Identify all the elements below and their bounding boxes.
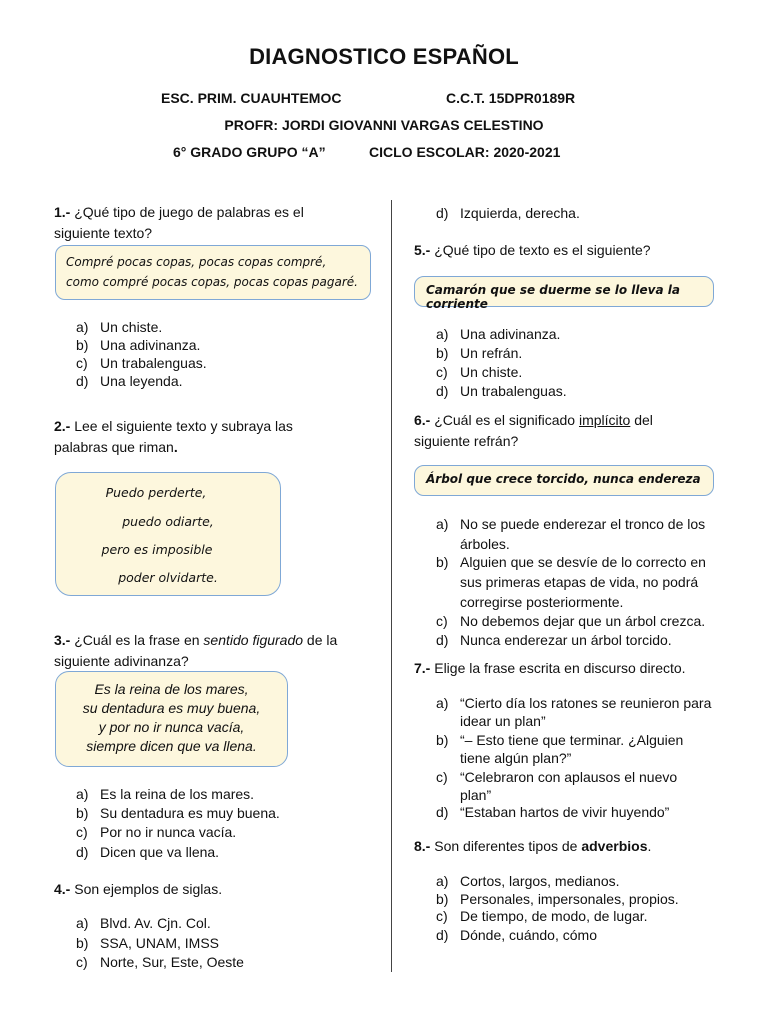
school-cct: C.C.T. 15DPR0189R [446,90,576,106]
grade-group: 6° GRADO GRUPO “A” [173,144,326,160]
box-line: como compré pocas copas, pocas copas pagaré. [66,275,358,289]
answer-option[interactable]: c) “Celebraron con aplausos el nuevo plan” [436,769,678,803]
column-divider [391,200,392,972]
answer-option[interactable]: d) Dónde, cuándo, cómo [436,927,597,943]
answer-option[interactable]: b) Personales, impersonales, propios. [436,891,679,907]
question-text-line2: palabras que riman [54,439,174,455]
answer-option[interactable]: a) Es la reina de los mares. [76,786,255,802]
question-text: Son ejemplos de siglas. [70,881,223,897]
question-text: Elige la frase escrita en discurso directo. [430,660,686,676]
answer-option[interactable]: c) De tiempo, de modo, de lugar. [436,908,648,924]
question-number: 2.- [54,418,71,434]
school-cycle: CICLO ESCOLAR: 2020-2021 [369,144,561,160]
saying-text: Camarón que se duerme se lo lleva la corriente [426,283,680,311]
answer-option[interactable]: d) Nunca enderezar un árbol torcido. [436,632,672,648]
answer-option[interactable]: b) Alguien que se desvíe de lo correcto en sus primeras etapas de vida, no podrá corregirse posteriormente. [436,554,706,610]
answer-option[interactable]: b) Una adivinanza. [76,337,201,353]
question-number: 3.- [54,632,71,648]
question-text: Lee el siguiente texto y subraya las [70,418,293,434]
question-2: 2.- Lee el siguiente texto y subraya las palabras que riman. [54,418,293,455]
answer-option[interactable]: b) SSA, UNAM, IMSS [76,935,220,951]
question-number: 7.- [414,660,431,676]
riddle-line: su dentadura es muy buena, [82,700,261,716]
question-number: 8.- [414,838,431,854]
answer-option[interactable]: b) “– Esto tiene que terminar. ¿Alguien tiene algún plan?” [436,732,684,766]
question-8: 8.- Son diferentes tipos de adverbios. [414,838,652,854]
saying-text: Árbol que crece torcido, nunca endereza [426,472,701,486]
box-line: Compré pocas copas, pocas copas compré, [66,255,327,269]
question-text: ¿Qué tipo de juego de palabras es el [70,204,304,220]
question-6: 6.- ¿Cuál es el significado implícito del siguiente refrán? [414,412,653,449]
tongue-twister-box [55,245,371,300]
answer-option[interactable]: d) Una leyenda. [76,373,183,389]
question-text-line2: siguiente adivinanza? [54,653,189,669]
answer-option[interactable]: a) Blvd. Av. Cjn. Col. [76,915,211,931]
question-number: 4.- [54,881,71,897]
question-1 [54,202,384,244]
answer-option[interactable]: c) Un trabalenguas. [76,355,207,371]
saying-box [414,276,714,311]
answer-option[interactable]: b) Su dentadura es muy buena. [76,805,280,821]
answer-option[interactable]: a) Una adivinanza. [436,326,561,342]
question-text-line2: siguiente texto? [54,225,153,241]
answer-option[interactable]: a) Un chiste. [76,319,163,335]
poem-line: pero es imposible [101,542,213,557]
saying-box [414,465,714,496]
answer-option[interactable]: c) Por no ir nunca vacía. [76,824,237,840]
teacher-name: PROFR: JORDI GIOVANNI VARGAS CELESTINO [224,117,544,133]
answer-option[interactable]: c) Norte, Sur, Este, Oeste [76,954,244,970]
question-4 [54,879,384,900]
poem-line: poder olvidarte. [118,570,218,585]
riddle-line: siempre dicen que va llena. [86,738,257,754]
question-number: 6.- [414,412,431,428]
answer-option[interactable]: a) No se puede enderezar el tronco de los árboles. [436,516,706,552]
answer-option[interactable]: d) Izquierda, derecha. [436,205,580,221]
poem-box [55,472,281,596]
riddle-box [55,671,288,767]
question-number: 1.- [54,204,71,220]
poem-line: puedo odiarte, [122,514,214,529]
answer-option[interactable]: d) “Estaban hartos de vivir huyendo” [436,804,670,820]
answer-option[interactable]: d) Un trabalenguas. [436,383,567,399]
answer-option[interactable]: a) Cortos, largos, medianos. [436,873,620,889]
school-name: ESC. PRIM. CUAUHTEMOC [161,90,342,106]
answer-option[interactable]: d) Dicen que va llena. [76,844,220,860]
question-7 [414,658,744,679]
question-text: ¿Qué tipo de texto es el siguiente? [430,242,651,258]
riddle-line: y por no ir nunca vacía, [98,719,245,735]
question-number: 5.- [414,242,431,258]
question-3: 3.- ¿Cuál es la frase en sentido figurado de la siguiente adivinanza? [54,632,338,669]
page-title: DIAGNOSTICO ESPAÑOL [249,44,519,69]
answer-option[interactable]: a) “Cierto día los ratones se reunieron para idear un plan” [436,695,712,729]
riddle-line: Es la reina de los mares, [94,681,249,697]
poem-line: Puedo perderte, [105,485,207,500]
question-5 [414,240,744,261]
answer-option[interactable]: b) Un refrán. [436,345,523,361]
answer-option[interactable]: c) No debemos dejar que un árbol crezca. [436,613,706,629]
question-text-line2: siguiente refrán? [414,433,519,449]
answer-option[interactable]: c) Un chiste. [436,364,523,380]
